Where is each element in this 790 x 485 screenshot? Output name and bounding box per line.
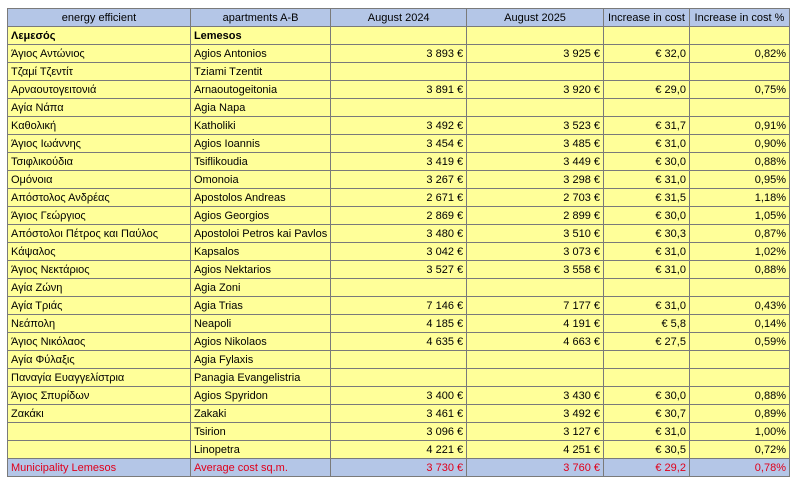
header-apartments[interactable]: apartments A-B xyxy=(190,9,330,27)
footer-aug2024[interactable]: 3 730 € xyxy=(331,459,467,477)
cell-increase[interactable]: € 31,5 xyxy=(603,189,689,207)
cell-aug2025[interactable]: 3 485 € xyxy=(467,135,604,153)
cell-greek-name[interactable]: Αγία Φύλαξις xyxy=(8,351,191,369)
cell-aug2024[interactable] xyxy=(331,63,467,81)
cell-latin-name[interactable]: Apostolos Andreas xyxy=(190,189,330,207)
cell-increase[interactable]: € 31,0 xyxy=(603,171,689,189)
footer-aug2025[interactable]: 3 760 € xyxy=(467,459,604,477)
cell-latin-name[interactable]: Tziami Tzentit xyxy=(190,63,330,81)
cell-greek-name[interactable]: Νεάπολη xyxy=(8,315,191,333)
cell-latin-name[interactable]: Katholiki xyxy=(190,117,330,135)
cell-pct[interactable]: 0,90% xyxy=(689,135,789,153)
table-row xyxy=(8,333,790,351)
cell-greek-name[interactable]: Τζαμί Τζεντίτ xyxy=(8,63,191,81)
cell-pct[interactable] xyxy=(689,99,789,117)
cell-latin-name[interactable]: Agia Trias xyxy=(190,297,330,315)
cell-pct[interactable]: 0,89% xyxy=(689,405,789,423)
cell-pct[interactable]: 0,14% xyxy=(689,315,789,333)
empty-cell[interactable] xyxy=(331,27,467,45)
cell-latin-name[interactable]: Panagia Evangelistria xyxy=(190,369,330,387)
cell-pct[interactable] xyxy=(689,279,789,297)
table-row xyxy=(8,351,790,369)
cell-greek-name[interactable]: Τσιφλικούδια xyxy=(8,153,191,171)
cell-aug2025[interactable]: 4 251 € xyxy=(467,441,604,459)
table-row xyxy=(8,441,790,459)
cell-aug2024[interactable]: 4 221 € xyxy=(331,441,467,459)
empty-cell[interactable] xyxy=(467,27,604,45)
empty-cell[interactable] xyxy=(689,27,789,45)
empty-cell[interactable] xyxy=(603,27,689,45)
cell-aug2025[interactable]: 4 663 € xyxy=(467,333,604,351)
cell-aug2025[interactable] xyxy=(467,63,604,81)
cell-aug2024[interactable]: 3 096 € xyxy=(331,423,467,441)
cell-aug2024[interactable]: 2 869 € xyxy=(331,207,467,225)
cell-greek-name[interactable]: Παναγία Ευαγγελίστρια xyxy=(8,369,191,387)
cell-latin-name[interactable]: Agios Ioannis xyxy=(190,135,330,153)
cell-greek-name[interactable]: Ομόνοια xyxy=(8,171,191,189)
cell-aug2025[interactable]: 3 510 € xyxy=(467,225,604,243)
table-row xyxy=(8,315,790,333)
cell-pct[interactable]: 0,43% xyxy=(689,297,789,315)
cell-aug2025[interactable]: 3 492 € xyxy=(467,405,604,423)
cell-pct[interactable]: 0,75% xyxy=(689,81,789,99)
cell-latin-name[interactable]: Omonoia xyxy=(190,171,330,189)
table-row xyxy=(8,261,790,279)
header-august-2024[interactable]: August 2024 xyxy=(331,9,467,27)
cell-pct[interactable] xyxy=(689,63,789,81)
cell-aug2025[interactable]: 3 298 € xyxy=(467,171,604,189)
table-row xyxy=(8,387,790,405)
cell-increase[interactable]: € 5,8 xyxy=(603,315,689,333)
cell-greek-name[interactable]: Αρναουτογειτονιά xyxy=(8,81,191,99)
cell-increase[interactable]: € 27,5 xyxy=(603,333,689,351)
table-row xyxy=(8,81,790,99)
cell-aug2024[interactable]: 4 185 € xyxy=(331,315,467,333)
cell-greek-name[interactable]: Απόστολος Ανδρέας xyxy=(8,189,191,207)
cell-aug2025[interactable]: 3 925 € xyxy=(467,45,604,63)
cell-latin-name[interactable]: Apostoloi Petros kai Pavlos xyxy=(190,225,330,243)
cell-latin-name[interactable]: Tsiflikoudia xyxy=(190,153,330,171)
table-row xyxy=(8,423,790,441)
cell-aug2024[interactable]: 3 891 € xyxy=(331,81,467,99)
cell-increase[interactable] xyxy=(603,351,689,369)
cell-latin-name[interactable]: Agios Nikolaos xyxy=(190,333,330,351)
footer-greek[interactable]: Municipality Lemesos xyxy=(8,459,191,477)
cell-aug2025[interactable]: 2 899 € xyxy=(467,207,604,225)
cell-increase[interactable] xyxy=(603,279,689,297)
table-row xyxy=(8,225,790,243)
cell-aug2024[interactable]: 3 419 € xyxy=(331,153,467,171)
header-energy-efficient[interactable]: energy efficient xyxy=(8,9,191,27)
cell-greek-name[interactable] xyxy=(8,423,191,441)
section-greek[interactable]: Λεμεσός xyxy=(8,27,191,45)
cell-increase[interactable] xyxy=(603,63,689,81)
table-row xyxy=(8,135,790,153)
cell-aug2025[interactable] xyxy=(467,279,604,297)
cell-aug2024[interactable] xyxy=(331,279,467,297)
cell-increase[interactable] xyxy=(603,369,689,387)
table-row xyxy=(8,153,790,171)
cell-aug2024[interactable]: 3 267 € xyxy=(331,171,467,189)
table-row xyxy=(8,45,790,63)
cell-latin-name[interactable]: Agia Fylaxis xyxy=(190,351,330,369)
cell-latin-name[interactable]: Agios Georgios xyxy=(190,207,330,225)
cell-aug2025[interactable] xyxy=(467,99,604,117)
cell-aug2025[interactable]: 4 191 € xyxy=(467,315,604,333)
table-row xyxy=(8,117,790,135)
cell-pct[interactable]: 1,05% xyxy=(689,207,789,225)
cell-increase[interactable]: € 29,0 xyxy=(603,81,689,99)
cell-pct[interactable]: 0,59% xyxy=(689,333,789,351)
cell-increase[interactable]: € 31,0 xyxy=(603,135,689,153)
cell-greek-name[interactable]: Απόστολοι Πέτρος και Παύλος xyxy=(8,225,191,243)
table-row xyxy=(8,279,790,297)
cell-latin-name[interactable]: Linopetra xyxy=(190,441,330,459)
table-row xyxy=(8,369,790,387)
cell-aug2025[interactable]: 3 073 € xyxy=(467,243,604,261)
cell-pct[interactable]: 1,02% xyxy=(689,243,789,261)
cell-latin-name[interactable]: Zakaki xyxy=(190,405,330,423)
cell-greek-name[interactable]: Άγιος Αντώνιος xyxy=(8,45,191,63)
header-increase-cost[interactable]: Increase in cost xyxy=(603,9,689,27)
header-increase-pct[interactable]: Increase in cost % xyxy=(689,9,789,27)
cell-latin-name[interactable]: Agia Zoni xyxy=(190,279,330,297)
cell-aug2024[interactable]: 2 671 € xyxy=(331,189,467,207)
cell-aug2024[interactable]: 3 400 € xyxy=(331,387,467,405)
cell-aug2025[interactable] xyxy=(467,351,604,369)
cell-aug2025[interactable]: 3 449 € xyxy=(467,153,604,171)
section-latin[interactable]: Lemesos xyxy=(190,27,330,45)
cell-aug2024[interactable] xyxy=(331,369,467,387)
cell-greek-name[interactable]: Ζακάκι xyxy=(8,405,191,423)
cell-pct[interactable]: 0,88% xyxy=(689,387,789,405)
cell-greek-name[interactable]: Άγιος Γεώργιος xyxy=(8,207,191,225)
cell-pct[interactable]: 1,18% xyxy=(689,189,789,207)
table-row xyxy=(8,297,790,315)
table-row xyxy=(8,405,790,423)
cell-pct[interactable]: 0,82% xyxy=(689,45,789,63)
cell-increase[interactable]: € 31,0 xyxy=(603,243,689,261)
cell-aug2024[interactable]: 3 527 € xyxy=(331,261,467,279)
cell-increase[interactable]: € 31,0 xyxy=(603,261,689,279)
cell-increase[interactable]: € 30,0 xyxy=(603,207,689,225)
cell-greek-name[interactable]: Άγιος Σπυρίδων xyxy=(8,387,191,405)
cell-greek-name[interactable]: Άγιος Νικόλαος xyxy=(8,333,191,351)
cell-pct[interactable]: 0,72% xyxy=(689,441,789,459)
cell-increase[interactable]: € 31,7 xyxy=(603,117,689,135)
cell-increase[interactable]: € 31,0 xyxy=(603,297,689,315)
cell-aug2024[interactable] xyxy=(331,351,467,369)
footer-latin[interactable]: Average cost sq.m. xyxy=(190,459,330,477)
cell-pct[interactable]: 0,95% xyxy=(689,171,789,189)
cell-greek-name[interactable]: Κάψαλος xyxy=(8,243,191,261)
cell-greek-name[interactable]: Αγία Νάπα xyxy=(8,99,191,117)
table-row xyxy=(8,99,790,117)
cell-aug2025[interactable]: 3 430 € xyxy=(467,387,604,405)
cell-aug2024[interactable]: 3 454 € xyxy=(331,135,467,153)
cell-aug2024[interactable]: 3 461 € xyxy=(331,405,467,423)
cell-increase[interactable]: € 32,0 xyxy=(603,45,689,63)
spreadsheet-table xyxy=(7,8,790,477)
table-row xyxy=(8,207,790,225)
cell-pct[interactable]: 0,88% xyxy=(689,261,789,279)
cell-latin-name[interactable]: Agios Spyridon xyxy=(190,387,330,405)
cell-increase[interactable] xyxy=(603,99,689,117)
section-row xyxy=(8,27,790,45)
top-strip xyxy=(0,0,790,8)
cell-increase[interactable]: € 30,0 xyxy=(603,387,689,405)
cell-latin-name[interactable]: Agia Napa xyxy=(190,99,330,117)
cell-greek-name[interactable]: Άγιος Ιωάννης xyxy=(8,135,191,153)
cell-pct[interactable] xyxy=(689,369,789,387)
cell-latin-name[interactable]: Arnaoutogeitonia xyxy=(190,81,330,99)
cell-greek-name[interactable] xyxy=(8,441,191,459)
cell-increase[interactable]: € 30,0 xyxy=(603,153,689,171)
cell-pct[interactable]: 0,87% xyxy=(689,225,789,243)
footer-pct[interactable]: 0,78% xyxy=(689,459,789,477)
footer-row xyxy=(8,459,790,477)
cell-increase[interactable]: € 30,5 xyxy=(603,441,689,459)
cell-greek-name[interactable]: Αγία Ζώνη xyxy=(8,279,191,297)
cell-latin-name[interactable]: Neapoli xyxy=(190,315,330,333)
cell-increase[interactable]: € 30,7 xyxy=(603,405,689,423)
cell-pct[interactable]: 0,88% xyxy=(689,153,789,171)
cell-aug2025[interactable] xyxy=(467,369,604,387)
cell-aug2024[interactable] xyxy=(331,99,467,117)
cell-latin-name[interactable]: Tsirion xyxy=(190,423,330,441)
cell-greek-name[interactable]: Άγιος Νεκτάριος xyxy=(8,261,191,279)
cell-pct[interactable] xyxy=(689,351,789,369)
cell-greek-name[interactable]: Καθολική xyxy=(8,117,191,135)
cell-aug2025[interactable]: 7 177 € xyxy=(467,297,604,315)
table-row xyxy=(8,189,790,207)
cell-aug2025[interactable]: 2 703 € xyxy=(467,189,604,207)
cell-aug2025[interactable]: 3 127 € xyxy=(467,423,604,441)
cell-aug2024[interactable]: 3 480 € xyxy=(331,225,467,243)
footer-increase[interactable]: € 29,2 xyxy=(603,459,689,477)
cell-aug2025[interactable]: 3 920 € xyxy=(467,81,604,99)
table-row xyxy=(8,243,790,261)
cell-latin-name[interactable]: Agios Nektarios xyxy=(190,261,330,279)
header-row xyxy=(8,9,790,27)
header-august-2025[interactable]: August 2025 xyxy=(467,9,604,27)
cell-aug2024[interactable]: 7 146 € xyxy=(331,297,467,315)
cell-aug2024[interactable]: 3 042 € xyxy=(331,243,467,261)
cell-aug2024[interactable]: 3 893 € xyxy=(331,45,467,63)
cell-latin-name[interactable]: Agios Antonios xyxy=(190,45,330,63)
cell-increase[interactable]: € 31,0 xyxy=(603,423,689,441)
cell-aug2024[interactable]: 4 635 € xyxy=(331,333,467,351)
cell-aug2025[interactable]: 3 558 € xyxy=(467,261,604,279)
cell-pct[interactable]: 0,91% xyxy=(689,117,789,135)
cell-greek-name[interactable]: Αγία Τριάς xyxy=(8,297,191,315)
cell-aug2025[interactable]: 3 523 € xyxy=(467,117,604,135)
cell-pct[interactable]: 1,00% xyxy=(689,423,789,441)
table-row xyxy=(8,63,790,81)
table-row xyxy=(8,171,790,189)
cell-aug2024[interactable]: 3 492 € xyxy=(331,117,467,135)
cell-latin-name[interactable]: Kapsalos xyxy=(190,243,330,261)
cell-increase[interactable]: € 30,3 xyxy=(603,225,689,243)
